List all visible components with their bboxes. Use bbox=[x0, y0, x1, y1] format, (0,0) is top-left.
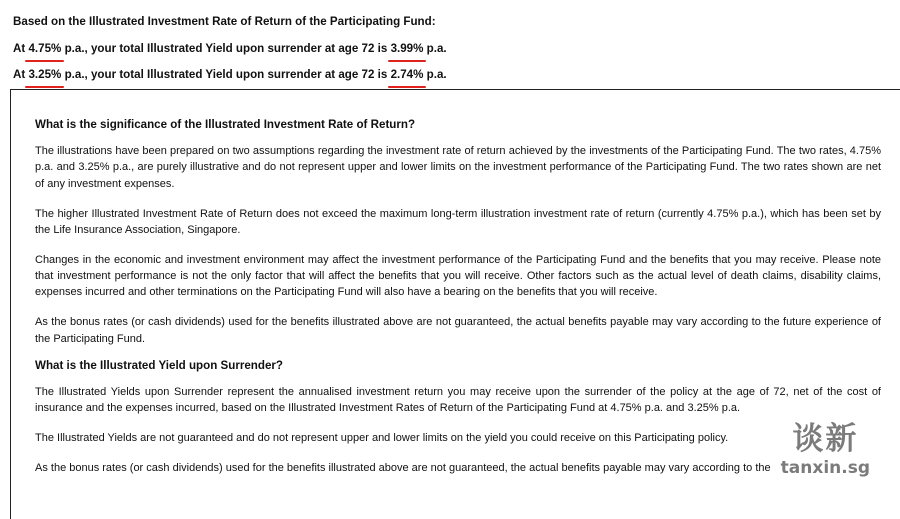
explanation-content bbox=[35, 118, 881, 490]
paragraph: As the bonus rates (or cash dividends) used for the benefits illustrated above are not guaranteed, the actual benefits payable may vary according to the bbox=[35, 461, 771, 474]
paragraph: Changes in the economic and investment environment may affect the investment performance of the Participating Fund and the benefits that you may receive. Please note that investment performance is not the only factor that will affect the benefits that you will receive. Other factors such as the actual level of death claims, disability claims, expenses incurred and other terminations on the Participating Fund will also have a bearing on the benefits that you will receive. bbox=[35, 253, 881, 299]
intro-line: Based on the Illustrated Investment Rate of Return of the Participating Fund: bbox=[13, 15, 436, 28]
section-heading-yield: What is the Illustrated Yield upon Surrender? bbox=[35, 358, 284, 372]
line-prefix: At bbox=[13, 68, 29, 81]
line-suffix: p.a. bbox=[423, 68, 447, 81]
paragraph: The higher Illustrated Investment Rate of Return does not exceed the maximum long-term illustration investment rate of return (currently 4.75% p.a.), which has been set by the Life Insurance Association, Singapore. bbox=[35, 207, 881, 236]
paragraph: The Illustrated Yields upon Surrender represent the annualised investment return you may receive upon the surrender of the policy at the age of 72, net of the cost of insurance and the expenses incurred, based on the Illustrated Investment Rates of Return of the Participating Fund at 4.75% p.a. and 3.25% p.a. bbox=[35, 385, 881, 415]
rate-line-high bbox=[13, 42, 447, 56]
watermark-chinese: 谈新 bbox=[792, 421, 859, 457]
rate-line-low bbox=[13, 68, 447, 82]
paragraph: As the bonus rates (or cash dividends) used for the benefits illustrated above are not guaranteed, the actual benefits payable may vary according to the future experience of the Participating Fund. bbox=[35, 316, 881, 345]
section-heading-irr: What is the significance of the Illustrated Investment Rate of Return? bbox=[35, 118, 416, 131]
watermark-url: tanxin.sg bbox=[780, 458, 870, 478]
line-middle: p.a., your total Illustrated Yield upon surrender at age 72 is bbox=[61, 42, 391, 55]
yield-highlight: 3.99% bbox=[390, 42, 424, 55]
rate-highlight: 3.25% bbox=[28, 68, 62, 81]
line-prefix: At bbox=[13, 42, 29, 55]
paragraph: The illustrations have been prepared on two assumptions regarding the investment rate of return achieved by the investments of the Participating Fund. The two rates, 4.75% p.a. and 3.25% p.a., are purely illustrative and do not represent upper and lower limits on the investment performance of the Participating Fund. The two rates shown are net of any investment expenses. bbox=[35, 145, 881, 190]
paragraph: The Illustrated Yields are not guaranteed and do not represent upper and lower limits on the yield you could receive on this Participating policy. bbox=[35, 432, 729, 444]
line-middle: p.a., your total Illustrated Yield upon surrender at age 72 is bbox=[61, 68, 391, 81]
yield-highlight: 2.74% bbox=[390, 68, 424, 81]
line-suffix: p.a. bbox=[423, 42, 447, 55]
rate-highlight: 4.75% bbox=[28, 42, 62, 55]
